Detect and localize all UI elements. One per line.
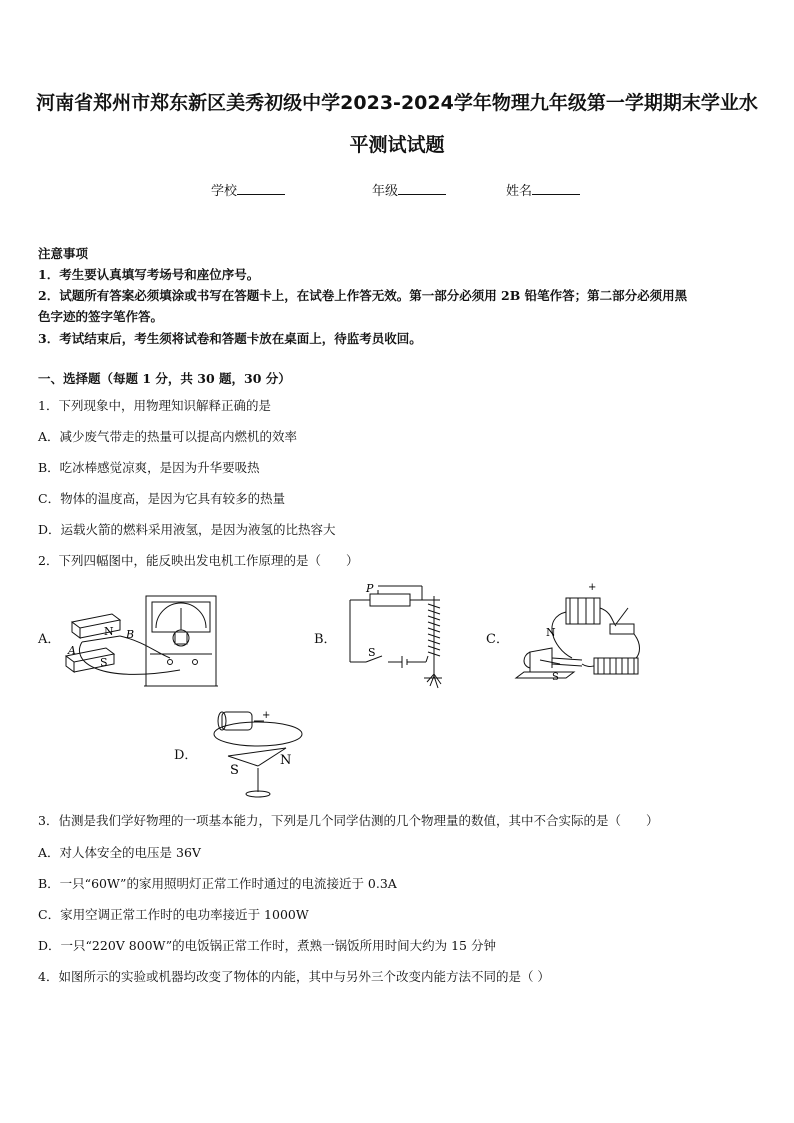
q1-option-a: A．减少废气带走的热量可以提高内燃机的效率 (38, 429, 298, 444)
grade-field (372, 180, 446, 199)
notes-heading: 注意事项 (38, 246, 89, 261)
name-field (506, 180, 580, 199)
q2a-n-label: N (104, 625, 114, 638)
exam-title-line2: 平测试试题 (349, 134, 445, 156)
q3-stem: 3．估测是我们学好物理的一项基本能力，下列是几个同学估测的几个物理量的数值，其中不合实际的是（ ） (38, 813, 659, 828)
q2a-s-label: S (100, 656, 108, 669)
q2-label-d: D． (174, 748, 198, 763)
grade-label: 年级 (372, 184, 399, 199)
q2b-p-label: P (366, 582, 374, 595)
q2d-plus-label: + (262, 710, 271, 721)
note-item: 色字迹的签字笔作答。 (38, 309, 164, 324)
q1-option-d: D．运载火箭的燃料采用液氢，是因为液氢的比热容大 (38, 522, 336, 537)
q2c-plus-label: + (588, 582, 597, 593)
q2b-s-label: S (368, 646, 376, 659)
note-item: 2．试题所有答案必须填涂或书写在答题卡上，在试卷上作答无效。第一部分必须用 2B 铅笔作答；第二部分必须用黑 (38, 288, 688, 303)
school-field (211, 180, 285, 199)
q2a-a-label: A (68, 644, 76, 657)
q3-option-d: D．一只“220V 800W”的电饭锅正常工作时，煮熟一锅饭所用时间大约为 15 分钟 (38, 938, 496, 953)
name-blank[interactable] (532, 182, 580, 195)
q2-figure-b (342, 578, 462, 693)
q1-option-b: B．吃冰棒感觉凉爽，是因为升华要吸热 (38, 460, 260, 475)
q2-label-c: C． (486, 632, 509, 647)
q2-label-b: B． (314, 632, 337, 647)
q3-option-b: B．一只“60W”的家用照明灯正常工作时通过的电流接近于 0.3A (38, 876, 397, 891)
q2-stem: 2．下列四幅图中，能反映出发电机工作原理的是（ ） (38, 553, 359, 568)
exam-title-line1: 河南省郑州市郑东新区美秀初级中学2023-2024学年物理九年级第一学期期末学业水 (36, 92, 758, 114)
q2c-s-label: S (552, 672, 559, 683)
note-item: 1．考生要认真填写考场号和座位序号。 (38, 267, 260, 282)
q3-option-c: C．家用空调正常工作时的电功率接近于 1000W (38, 907, 309, 922)
q1-stem: 1．下列现象中，用物理知识解释正确的是 (38, 398, 271, 413)
q2-label-a: A． (38, 632, 61, 647)
school-blank[interactable] (237, 182, 285, 195)
q2c-n-label: N (546, 626, 556, 639)
q2-figure-c (512, 578, 652, 688)
school-label: 学校 (211, 184, 238, 199)
q4-stem: 4．如图所示的实验或机器均改变了物体的内能，其中与另外三个改变内能方法不同的是（ ） (38, 969, 550, 984)
q2-figure-d (206, 700, 310, 802)
q2d-n-label: N (280, 753, 292, 768)
q3-option-a: A．对人体安全的电压是 36V (38, 845, 201, 860)
note-item: 3．考试结束后，考生须将试卷和答题卡放在桌面上，待监考员收回。 (38, 331, 422, 346)
name-label: 姓名 (506, 184, 533, 199)
grade-blank[interactable] (398, 182, 446, 195)
section-heading: 一、选择题（每题 1 分，共 30 题，30 分） (38, 371, 291, 386)
q2a-b-label: B (126, 628, 135, 641)
q2d-s-label: S (230, 763, 239, 778)
q1-option-c: C．物体的温度高，是因为它具有较多的热量 (38, 491, 286, 506)
q2-figure-a (60, 592, 220, 692)
